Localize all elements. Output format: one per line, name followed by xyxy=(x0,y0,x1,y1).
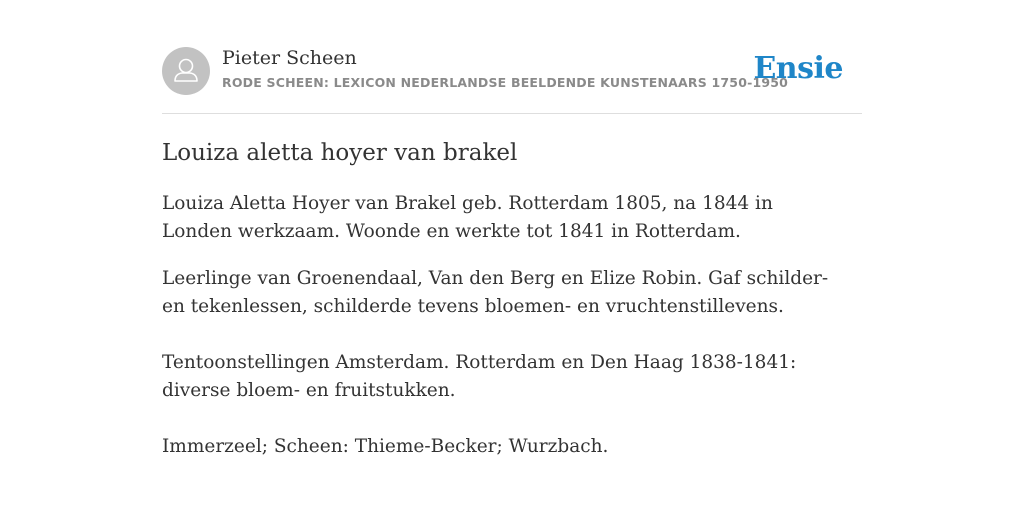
article-paragraph: Leerlinge van Groenendaal, Van den Berg en Elize Robin. Gaf schilder- en tekenlessen, schilderde tevens bloemen- en vruchtenstillevens. xyxy=(162,268,829,317)
article-paragraph: Tentoonstellingen Amsterdam. Rotterdam en Den Haag 1838-1841: diverse bloem- en fruitstukken. xyxy=(162,352,797,401)
author-name[interactable]: Pieter Scheen xyxy=(222,47,357,69)
article-paragraph: Louiza Aletta Hoyer van Brakel geb. Rotterdam 1805, na 1844 in Londen werkzaam. Woonde en werkte tot 1841 in Rotterdam. xyxy=(162,193,773,242)
article-paragraph: Immerzeel; Scheen: Thieme-Becker; Wurzbach. xyxy=(162,436,609,457)
ensie-logo[interactable]: Ensie xyxy=(753,51,843,86)
source-title[interactable]: RODE SCHEEN: LEXICON NEDERLANDSE BEELDENDE KUNSTENAARS 1750-1950 xyxy=(222,75,789,90)
author-avatar[interactable] xyxy=(162,47,210,95)
article-header xyxy=(162,0,862,114)
article-title: Louiza aletta hoyer van brakel xyxy=(162,140,518,166)
content-container xyxy=(162,0,862,457)
user-avatar-icon xyxy=(162,47,210,95)
